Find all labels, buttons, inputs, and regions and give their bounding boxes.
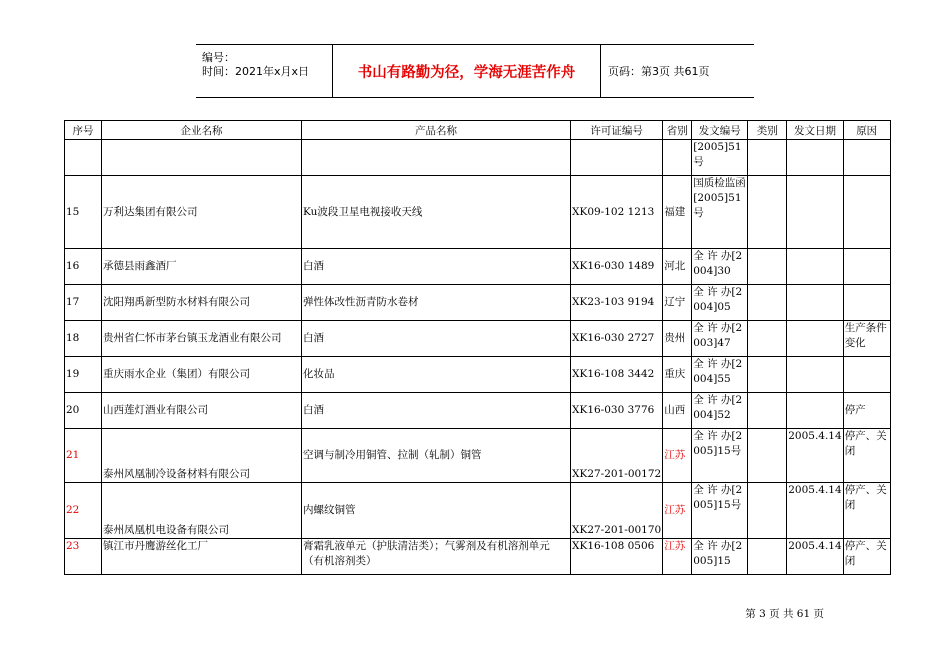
row-no: 20 [65,393,102,429]
row-province: 江苏 [663,483,692,539]
row-license: XK16-030 1489 [571,249,663,285]
row-province [663,140,692,176]
row-province: 山西 [663,393,692,429]
row-date [787,140,843,176]
column-header: 发文日期 [787,121,843,140]
row-company: 山西莲灯酒业有限公司 [102,393,302,429]
row-category [748,285,787,321]
row-category [748,321,787,357]
row-reason [843,357,890,393]
row-doc: 国质检监函[2005]51号 [692,176,748,249]
row-province: 辽宁 [663,285,692,321]
row-license: XK16-108 3442 [571,357,663,393]
row-license [571,140,663,176]
row-company: 万利达集团有限公司 [102,176,302,249]
row-reason: 停产、关闭 [843,539,890,575]
row-reason: 停产、关闭 [843,429,890,483]
row-license: XK27-201-00170 [571,483,663,539]
row-license: XK16-030 3776 [571,393,663,429]
row-reason [843,285,890,321]
page-header [196,44,754,98]
row-no: 19 [65,357,102,393]
table-row [65,321,891,357]
row-doc: [2005]51号 [692,140,748,176]
row-date [787,249,843,285]
row-no: 21 [65,429,102,483]
page-footer: 第 3 页 共 61 页 [745,608,824,620]
row-province: 重庆 [663,357,692,393]
row-product: 白酒 [302,393,571,429]
row-company: 镇江市丹鹰游丝化工厂 [102,539,302,575]
page-label: 页码：第3页 共61页 [608,65,710,78]
row-no: 16 [65,249,102,285]
column-header: 发文编号 [692,121,748,140]
column-header: 省别 [663,121,692,140]
row-doc: 全 许 办[2004]55 [692,357,748,393]
motto: 书山有路勤为径，学海无涯苦作舟 [332,45,601,97]
row-date [787,321,843,357]
row-no: 22 [65,483,102,539]
row-company: 泰州风凰制冷设备材料有限公司 [102,429,302,483]
row-date [787,357,843,393]
row-date [787,393,843,429]
row-license: XK16-108 0506 [571,539,663,575]
table-row [65,176,891,249]
row-no: 17 [65,285,102,321]
row-doc: 全 许 办[2004]05 [692,285,748,321]
row-province: 贵州 [663,321,692,357]
row-product: 内螺纹铜管 [302,483,571,539]
row-doc: 全 许 办[2005]15 [692,539,748,575]
row-date: 2005.4.14 [787,539,843,575]
row-company: 泰州凤凰机电设备有限公司 [102,483,302,539]
row-product: 弹性体改性沥青防水卷材 [302,285,571,321]
row-category [748,357,787,393]
column-header: 许可证编号 [571,121,663,140]
row-company [102,140,302,176]
row-reason [843,249,890,285]
number-label: 编号： [202,51,235,64]
row-product: 空调与制冷用铜管、拉制（轧制）铜管 [302,429,571,483]
column-header: 企业名称 [102,121,302,140]
license-table [64,120,891,575]
row-license: XK16-030 2727 [571,321,663,357]
row-no: 23 [65,539,102,575]
row-license: XK23-103 9194 [571,285,663,321]
column-header: 原因 [843,121,890,140]
row-reason: 生产条件变化 [843,321,890,357]
row-company: 重庆雨水企业（集团）有限公司 [102,357,302,393]
table-row [65,140,891,176]
row-category [748,429,787,483]
row-no: 18 [65,321,102,357]
row-category [748,140,787,176]
row-product: 白酒 [302,249,571,285]
row-province: 福建 [663,176,692,249]
row-no: 15 [65,176,102,249]
row-product: 化妆品 [302,357,571,393]
row-date [787,176,843,249]
row-product: 白酒 [302,321,571,357]
header-meta [202,51,309,79]
column-header: 产品名称 [302,121,571,140]
row-company: 承德县雨鑫酒厂 [102,249,302,285]
table-row [65,429,891,483]
table-row [65,285,891,321]
row-company: 沈阳翔禹新型防水材料有限公司 [102,285,302,321]
table-row [65,539,891,575]
row-license: XK09-102 1213 [571,176,663,249]
row-date: 2005.4.14 [787,429,843,483]
row-date: 2005.4.14 [787,483,843,539]
row-doc: 全 许 办[2004]52 [692,393,748,429]
row-category [748,483,787,539]
row-province: 河北 [663,249,692,285]
row-no [65,140,102,176]
row-province: 江苏 [663,429,692,483]
time-label: 时间：2021年x月x日 [202,65,310,78]
column-header: 类别 [748,121,787,140]
table-row [65,249,891,285]
column-header: 序号 [65,121,102,140]
row-license: XK27-201-00172 [571,429,663,483]
row-province: 江苏 [663,539,692,575]
table-row [65,357,891,393]
row-reason [843,140,890,176]
row-category [748,249,787,285]
row-company: 贵州省仁怀市茅台镇玉龙酒业有限公司 [102,321,302,357]
row-reason: 停产 [843,393,890,429]
row-doc: 全 许 办[2005]15号 [692,483,748,539]
row-reason [843,176,890,249]
row-category [748,393,787,429]
row-reason: 停产、关闭 [843,483,890,539]
row-doc: 全 许 办[2004]30 [692,249,748,285]
row-product [302,140,571,176]
row-category [748,539,787,575]
row-doc: 全 许 办[2003]47 [692,321,748,357]
table-row [65,483,891,539]
row-product: Ku波段卫星电视接收天线 [302,176,571,249]
row-date [787,285,843,321]
table-header-row [65,121,891,140]
table-row [65,393,891,429]
row-doc: 全 许 办[2005]15号 [692,429,748,483]
row-category [748,176,787,249]
row-product: 膏霜乳液单元（护肤清洁类）；气雾剂及有机溶剂单元（有机溶剂类） [302,539,571,575]
